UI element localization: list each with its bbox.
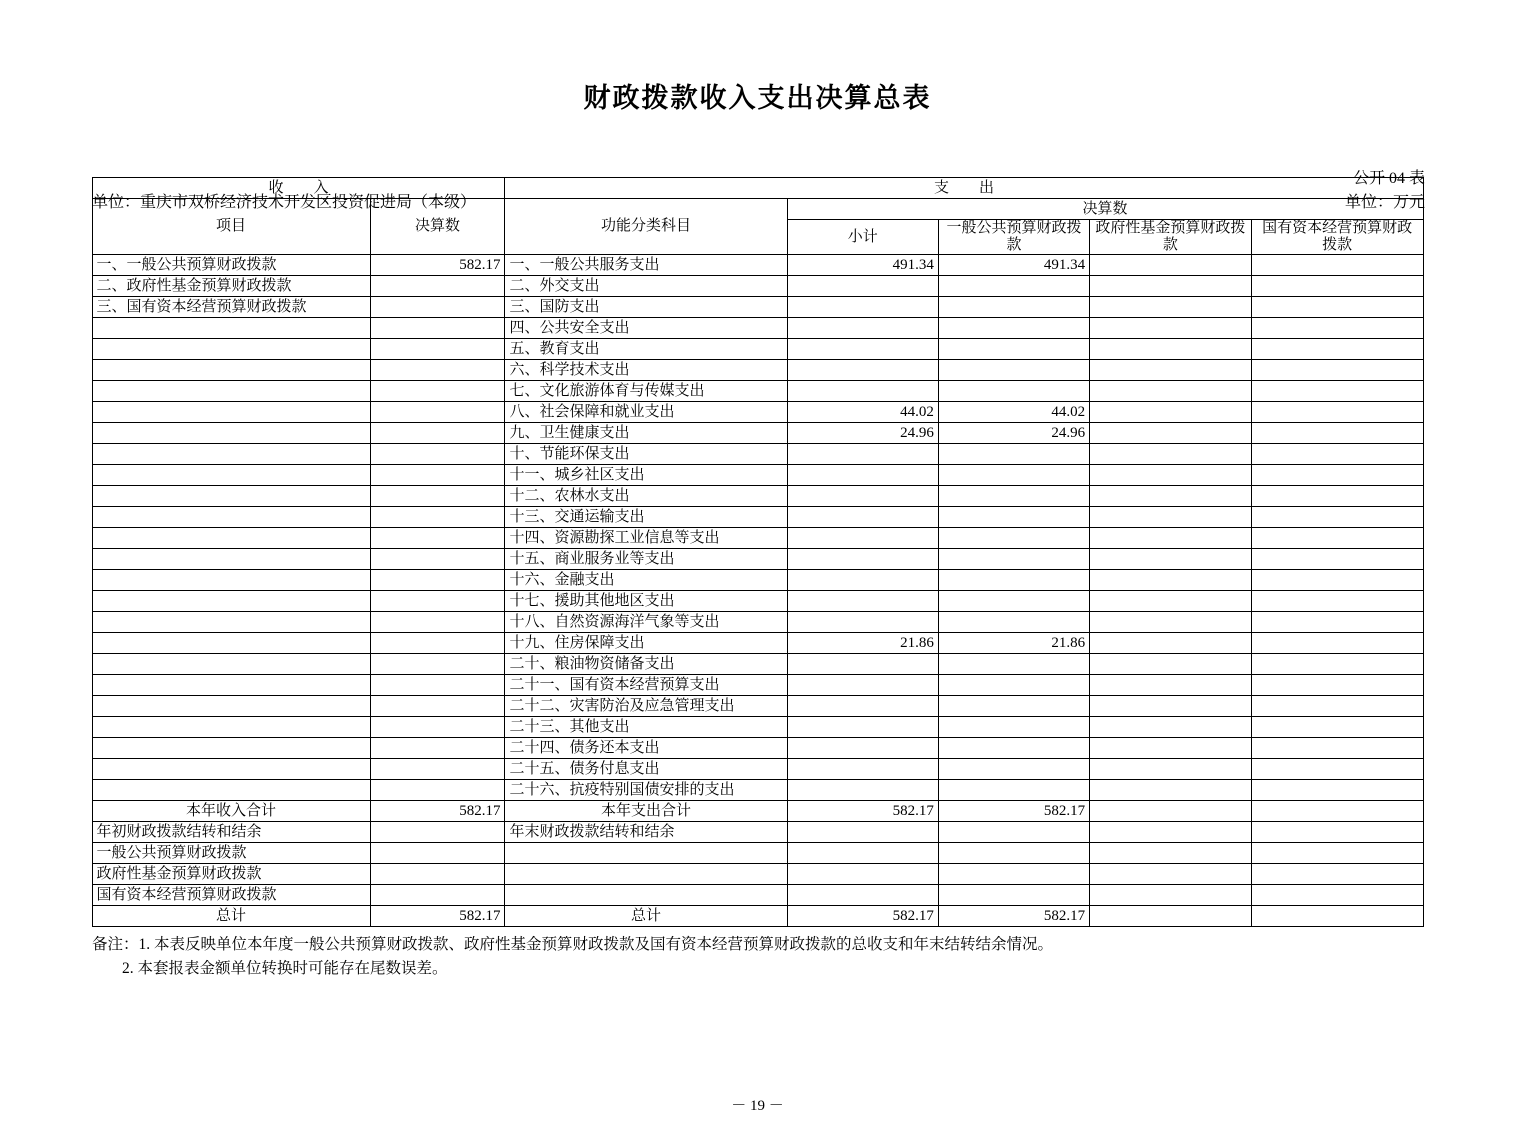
- expense-category-label: 一、一般公共服务支出: [505, 255, 787, 276]
- table-row: [92, 318, 1423, 339]
- expense-general-public: 21.86: [938, 633, 1089, 654]
- income-item-value: [370, 507, 505, 528]
- summary-income-value: [370, 864, 505, 885]
- expense-category-label: 四、公共安全支出: [505, 318, 787, 339]
- expense-state-capital: [1251, 360, 1423, 381]
- expense-category-label: 二十一、国有资本经营预算支出: [505, 675, 787, 696]
- table-row: [92, 486, 1423, 507]
- income-item-label: [92, 423, 370, 444]
- table-row: [92, 276, 1423, 297]
- note-line-2: 2. 本套报表金额单位转换时可能存在尾数误差。: [122, 960, 448, 977]
- table-summary-row: [92, 822, 1423, 843]
- expense-category-label: 五、教育支出: [505, 339, 787, 360]
- income-item-label: [92, 675, 370, 696]
- expense-state-capital: [1251, 507, 1423, 528]
- expense-general-public: [938, 591, 1089, 612]
- summary-income-label: 政府性基金预算财政拨款: [92, 864, 370, 885]
- summary-income-label: 一般公共预算财政拨款: [92, 843, 370, 864]
- expense-general-public: [938, 696, 1089, 717]
- income-item-label: [92, 528, 370, 549]
- expense-state-capital: [1251, 255, 1423, 276]
- header-expense-group: 支 出: [505, 178, 1423, 199]
- summary-expense-state-capital: [1251, 906, 1423, 927]
- income-item-label: [92, 570, 370, 591]
- expense-general-public: [938, 318, 1089, 339]
- header-income-final: 决算数: [370, 199, 505, 255]
- expense-category-label: 十四、资源勘探工业信息等支出: [505, 528, 787, 549]
- expense-subtotal: 21.86: [787, 633, 938, 654]
- summary-income-value: 582.17: [370, 906, 505, 927]
- expense-subtotal: [787, 696, 938, 717]
- header-expense-category: 功能分类科目: [505, 199, 787, 255]
- income-item-label: [92, 591, 370, 612]
- expense-gov-fund: [1090, 780, 1252, 801]
- expense-general-public: [938, 486, 1089, 507]
- income-item-value: [370, 297, 505, 318]
- page: [0, 76, 1515, 1145]
- summary-expense-gov-fund: [1090, 801, 1252, 822]
- expense-category-label: 十三、交通运输支出: [505, 507, 787, 528]
- expense-gov-fund: [1090, 633, 1252, 654]
- summary-expense-gov-fund: [1090, 885, 1252, 906]
- expense-state-capital: [1251, 675, 1423, 696]
- table-row: [92, 759, 1423, 780]
- summary-expense-subtotal: 582.17: [787, 906, 938, 927]
- income-item-value: [370, 738, 505, 759]
- summary-income-value: [370, 843, 505, 864]
- expense-gov-fund: [1090, 738, 1252, 759]
- expense-general-public: [938, 675, 1089, 696]
- table-row: [92, 528, 1423, 549]
- income-item-label: [92, 402, 370, 423]
- expense-gov-fund: [1090, 444, 1252, 465]
- table-row: [92, 423, 1423, 444]
- income-item-label: [92, 696, 370, 717]
- income-item-label: [92, 318, 370, 339]
- expense-general-public: [938, 297, 1089, 318]
- expense-gov-fund: [1090, 486, 1252, 507]
- expense-gov-fund: [1090, 507, 1252, 528]
- income-item-label: 三、国有资本经营预算财政拨款: [92, 297, 370, 318]
- income-item-value: [370, 654, 505, 675]
- expense-state-capital: [1251, 717, 1423, 738]
- income-item-label: [92, 486, 370, 507]
- income-item-value: [370, 318, 505, 339]
- expense-state-capital: [1251, 276, 1423, 297]
- expense-category-label: 十五、商业服务业等支出: [505, 549, 787, 570]
- summary-expense-subtotal: [787, 843, 938, 864]
- expense-state-capital: [1251, 381, 1423, 402]
- summary-expense-general-public: 582.17: [938, 906, 1089, 927]
- income-item-value: [370, 696, 505, 717]
- expense-category-label: 十七、援助其他地区支出: [505, 591, 787, 612]
- notes: [92, 933, 1515, 981]
- expense-state-capital: [1251, 528, 1423, 549]
- table-row: [92, 570, 1423, 591]
- summary-expense-subtotal: 582.17: [787, 801, 938, 822]
- expense-category-label: 九、卫生健康支出: [505, 423, 787, 444]
- income-item-label: [92, 381, 370, 402]
- summary-income-label: 国有资本经营预算财政拨款: [92, 885, 370, 906]
- expense-general-public: [938, 717, 1089, 738]
- expense-general-public: [938, 612, 1089, 633]
- expense-category-label: 十六、金融支出: [505, 570, 787, 591]
- income-item-value: [370, 780, 505, 801]
- income-item-label: [92, 759, 370, 780]
- expense-category-label: 二十六、抗疫特别国债安排的支出: [505, 780, 787, 801]
- table-row: [92, 591, 1423, 612]
- expense-state-capital: [1251, 549, 1423, 570]
- table-row: [92, 381, 1423, 402]
- expense-subtotal: [787, 276, 938, 297]
- table-row: [92, 780, 1423, 801]
- budget-table: [92, 177, 1424, 927]
- summary-expense-general-public: [938, 864, 1089, 885]
- table-summary-row: [92, 843, 1423, 864]
- table-body: [92, 255, 1423, 927]
- expense-subtotal: [787, 549, 938, 570]
- income-item-value: [370, 360, 505, 381]
- table-row: [92, 255, 1423, 276]
- income-item-value: [370, 549, 505, 570]
- expense-general-public: [938, 528, 1089, 549]
- table-row: [92, 717, 1423, 738]
- expense-gov-fund: [1090, 549, 1252, 570]
- summary-income-value: 582.17: [370, 801, 505, 822]
- income-item-label: 一、一般公共预算财政拨款: [92, 255, 370, 276]
- expense-category-label: 二十、粮油物资储备支出: [505, 654, 787, 675]
- expense-gov-fund: [1090, 570, 1252, 591]
- table-row: [92, 465, 1423, 486]
- expense-state-capital: [1251, 759, 1423, 780]
- summary-expense-label: [505, 885, 787, 906]
- expense-subtotal: [787, 759, 938, 780]
- expense-state-capital: [1251, 780, 1423, 801]
- summary-income-value: [370, 885, 505, 906]
- unit-name: 单位：重庆市双桥经济技术开发区投资促进局（本级）: [92, 194, 477, 211]
- income-item-value: [370, 570, 505, 591]
- expense-gov-fund: [1090, 297, 1252, 318]
- header-general-public-budget: 一般公共预算财政拨款: [938, 220, 1089, 255]
- expense-state-capital: [1251, 696, 1423, 717]
- expense-category-label: 二十三、其他支出: [505, 717, 787, 738]
- expense-state-capital: [1251, 339, 1423, 360]
- summary-expense-label: 总计: [505, 906, 787, 927]
- summary-income-label: 本年收入合计: [92, 801, 370, 822]
- table-row: [92, 696, 1423, 717]
- income-item-value: [370, 423, 505, 444]
- expense-subtotal: [787, 297, 938, 318]
- summary-expense-gov-fund: [1090, 864, 1252, 885]
- expense-subtotal: [787, 360, 938, 381]
- expense-state-capital: [1251, 633, 1423, 654]
- expense-category-label: 二、外交支出: [505, 276, 787, 297]
- expense-general-public: 24.96: [938, 423, 1089, 444]
- expense-state-capital: [1251, 318, 1423, 339]
- income-item-value: [370, 591, 505, 612]
- income-item-label: [92, 738, 370, 759]
- expense-general-public: 44.02: [938, 402, 1089, 423]
- summary-expense-label: 年末财政拨款结转和结余: [505, 822, 787, 843]
- expense-subtotal: [787, 717, 938, 738]
- table-row: [92, 612, 1423, 633]
- income-item-label: [92, 780, 370, 801]
- expense-category-label: 八、社会保障和就业支出: [505, 402, 787, 423]
- table-row: [92, 444, 1423, 465]
- income-item-label: [92, 444, 370, 465]
- summary-expense-state-capital: [1251, 843, 1423, 864]
- summary-expense-label: [505, 864, 787, 885]
- table-summary-row: [92, 864, 1423, 885]
- summary-expense-general-public: [938, 822, 1089, 843]
- expense-category-label: 十一、城乡社区支出: [505, 465, 787, 486]
- table-row: [92, 738, 1423, 759]
- expense-gov-fund: [1090, 612, 1252, 633]
- table-row: [92, 297, 1423, 318]
- table-row: [92, 633, 1423, 654]
- income-item-label: [92, 654, 370, 675]
- expense-general-public: [938, 507, 1089, 528]
- expense-gov-fund: [1090, 717, 1252, 738]
- expense-general-public: [938, 465, 1089, 486]
- summary-income-label: 年初财政拨款结转和结余: [92, 822, 370, 843]
- expense-state-capital: [1251, 591, 1423, 612]
- income-item-value: [370, 759, 505, 780]
- expense-category-label: 六、科学技术支出: [505, 360, 787, 381]
- expense-category-label: 七、文化旅游体育与传媒支出: [505, 381, 787, 402]
- table-summary-row: [92, 885, 1423, 906]
- summary-expense-subtotal: [787, 822, 938, 843]
- expense-general-public: [938, 759, 1089, 780]
- summary-expense-subtotal: [787, 885, 938, 906]
- expense-gov-fund: [1090, 360, 1252, 381]
- summary-expense-general-public: 582.17: [938, 801, 1089, 822]
- expense-subtotal: [787, 528, 938, 549]
- income-item-label: 二、政府性基金预算财政拨款: [92, 276, 370, 297]
- expense-state-capital: [1251, 738, 1423, 759]
- expense-gov-fund: [1090, 759, 1252, 780]
- expense-state-capital: [1251, 297, 1423, 318]
- summary-income-label: 总计: [92, 906, 370, 927]
- expense-category-label: 十二、农林水支出: [505, 486, 787, 507]
- header-subtotal: 小计: [787, 220, 938, 255]
- expense-gov-fund: [1090, 423, 1252, 444]
- expense-subtotal: [787, 465, 938, 486]
- expense-category-label: 三、国防支出: [505, 297, 787, 318]
- summary-expense-state-capital: [1251, 801, 1423, 822]
- expense-gov-fund: [1090, 591, 1252, 612]
- expense-state-capital: [1251, 402, 1423, 423]
- expense-subtotal: [787, 507, 938, 528]
- table-summary-row: [92, 801, 1423, 822]
- expense-gov-fund: [1090, 465, 1252, 486]
- income-item-label: [92, 465, 370, 486]
- expense-general-public: [938, 549, 1089, 570]
- expense-subtotal: [787, 780, 938, 801]
- income-item-value: [370, 528, 505, 549]
- income-item-label: [92, 339, 370, 360]
- income-item-label: [92, 507, 370, 528]
- income-item-value: [370, 633, 505, 654]
- income-item-value: [370, 612, 505, 633]
- table-row: [92, 549, 1423, 570]
- income-item-value: [370, 381, 505, 402]
- expense-subtotal: [787, 444, 938, 465]
- expense-subtotal: 491.34: [787, 255, 938, 276]
- income-item-label: [92, 612, 370, 633]
- page-number: － 19 －: [731, 1098, 784, 1114]
- table-row: [92, 402, 1423, 423]
- expense-subtotal: [787, 591, 938, 612]
- income-item-label: [92, 360, 370, 381]
- expense-general-public: 491.34: [938, 255, 1089, 276]
- income-item-value: [370, 486, 505, 507]
- page-title: 财政拨款收入支出决算总表: [583, 83, 932, 113]
- expense-gov-fund: [1090, 276, 1252, 297]
- expense-gov-fund: [1090, 339, 1252, 360]
- summary-expense-label: 本年支出合计: [505, 801, 787, 822]
- summary-expense-state-capital: [1251, 885, 1423, 906]
- table-row: [92, 675, 1423, 696]
- expense-subtotal: [787, 381, 938, 402]
- table-row: [92, 360, 1423, 381]
- table-summary-row: [92, 906, 1423, 927]
- expense-category-label: 十九、住房保障支出: [505, 633, 787, 654]
- income-item-value: [370, 465, 505, 486]
- income-item-value: [370, 402, 505, 423]
- expense-general-public: [938, 570, 1089, 591]
- header-expense-final-group: 决算数: [787, 199, 1423, 220]
- expense-gov-fund: [1090, 528, 1252, 549]
- expense-general-public: [938, 738, 1089, 759]
- income-item-value: [370, 717, 505, 738]
- expense-subtotal: [787, 612, 938, 633]
- table-row: [92, 654, 1423, 675]
- summary-expense-gov-fund: [1090, 906, 1252, 927]
- income-item-label: [92, 717, 370, 738]
- income-item-value: [370, 339, 505, 360]
- expense-state-capital: [1251, 444, 1423, 465]
- summary-expense-gov-fund: [1090, 822, 1252, 843]
- expense-state-capital: [1251, 423, 1423, 444]
- expense-subtotal: 44.02: [787, 402, 938, 423]
- expense-subtotal: [787, 570, 938, 591]
- expense-general-public: [938, 276, 1089, 297]
- summary-expense-general-public: [938, 885, 1089, 906]
- expense-gov-fund: [1090, 318, 1252, 339]
- expense-subtotal: 24.96: [787, 423, 938, 444]
- income-item-value: [370, 444, 505, 465]
- expense-subtotal: [787, 318, 938, 339]
- expense-subtotal: [787, 654, 938, 675]
- amount-unit: 单位：万元: [1344, 194, 1425, 211]
- header-state-capital-budget: 国有资本经营预算财政拨款: [1251, 220, 1423, 255]
- income-item-value: [370, 276, 505, 297]
- table-row: [92, 507, 1423, 528]
- expense-subtotal: [787, 675, 938, 696]
- income-item-value: 582.17: [370, 255, 505, 276]
- summary-expense-state-capital: [1251, 822, 1423, 843]
- header-gov-fund-budget: 政府性基金预算财政拨款: [1090, 220, 1252, 255]
- expense-state-capital: [1251, 486, 1423, 507]
- summary-expense-label: [505, 843, 787, 864]
- expense-category-label: 二十四、债务还本支出: [505, 738, 787, 759]
- expense-gov-fund: [1090, 255, 1252, 276]
- expense-general-public: [938, 360, 1089, 381]
- expense-general-public: [938, 654, 1089, 675]
- income-item-value: [370, 675, 505, 696]
- expense-category-label: 二十二、灾害防治及应急管理支出: [505, 696, 787, 717]
- note-line-1: 备注：1. 本表反映单位本年度一般公共预算财政拨款、政府性基金预算财政拨款及国有资本经营预算财政拨款的总收支和年末结转结余情况。: [92, 936, 1054, 953]
- header-income-group: 收 入: [92, 178, 505, 199]
- expense-general-public: [938, 381, 1089, 402]
- expense-general-public: [938, 339, 1089, 360]
- summary-expense-state-capital: [1251, 864, 1423, 885]
- table-row: [92, 339, 1423, 360]
- expense-state-capital: [1251, 654, 1423, 675]
- expense-general-public: [938, 780, 1089, 801]
- expense-state-capital: [1251, 612, 1423, 633]
- expense-subtotal: [787, 486, 938, 507]
- expense-gov-fund: [1090, 696, 1252, 717]
- income-item-label: [92, 633, 370, 654]
- header-income-item: 项目: [92, 199, 370, 255]
- expense-state-capital: [1251, 570, 1423, 591]
- expense-category-label: 二十五、债务付息支出: [505, 759, 787, 780]
- expense-subtotal: [787, 339, 938, 360]
- expense-general-public: [938, 444, 1089, 465]
- expense-gov-fund: [1090, 654, 1252, 675]
- expense-category-label: 十、节能环保支出: [505, 444, 787, 465]
- summary-income-value: [370, 822, 505, 843]
- expense-category-label: 十八、自然资源海洋气象等支出: [505, 612, 787, 633]
- expense-gov-fund: [1090, 675, 1252, 696]
- expense-subtotal: [787, 738, 938, 759]
- income-item-label: [92, 549, 370, 570]
- expense-gov-fund: [1090, 381, 1252, 402]
- summary-expense-subtotal: [787, 864, 938, 885]
- expense-state-capital: [1251, 465, 1423, 486]
- summary-expense-gov-fund: [1090, 843, 1252, 864]
- summary-expense-general-public: [938, 843, 1089, 864]
- sheet-number: 公开 04 表: [1352, 170, 1425, 187]
- expense-gov-fund: [1090, 402, 1252, 423]
